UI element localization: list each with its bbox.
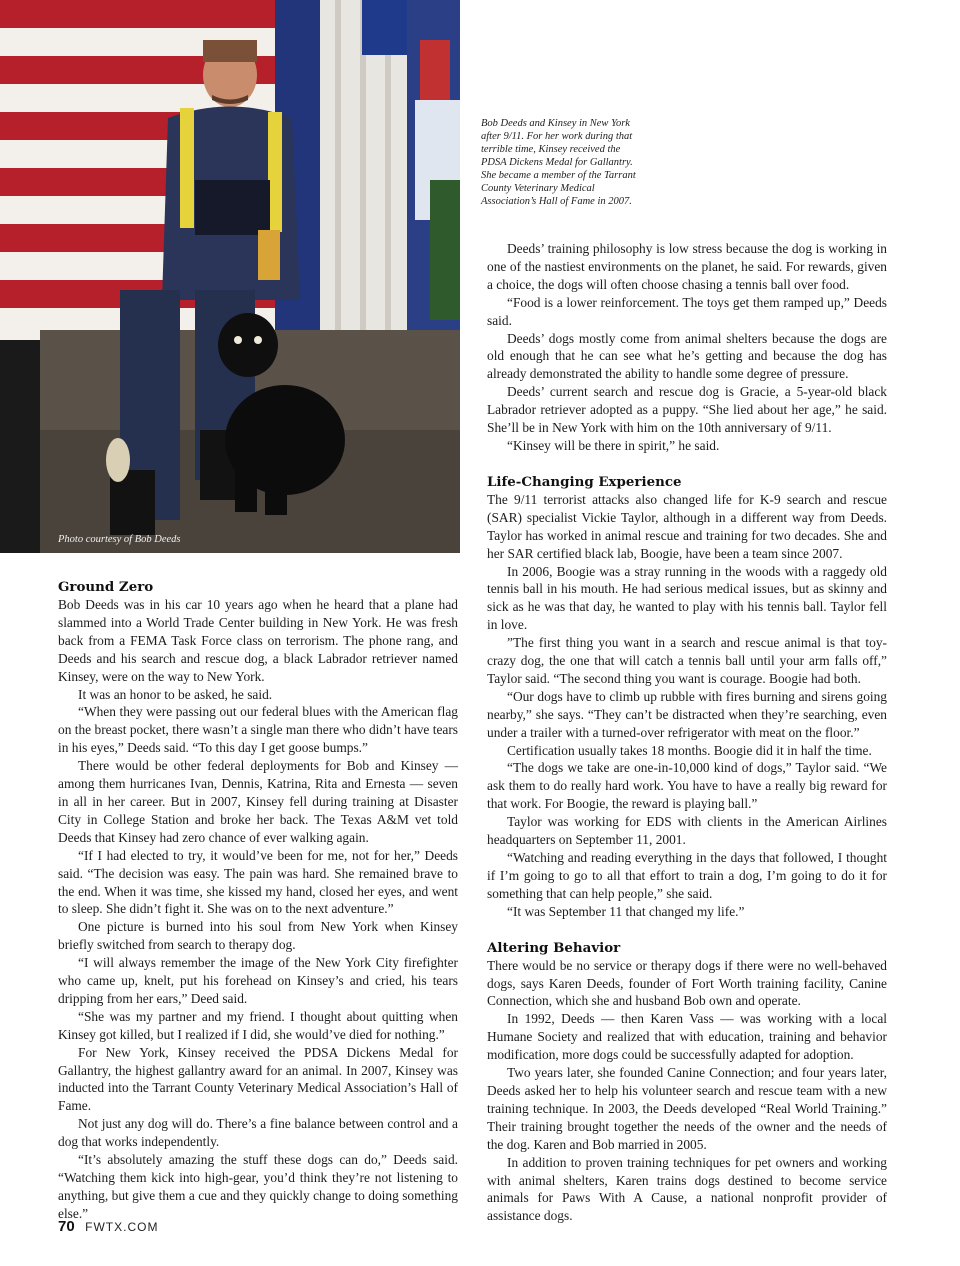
paragraph: ”The first thing you want in a search and rescue animal is that toy-crazy dog, the one that will catch a tennis ball until your arm falls off,” Taylor said. “The second thing you want is courage. Boogie had both.: [487, 635, 887, 686]
paragraph: “It was September 11 that changed my life.”: [507, 903, 745, 919]
paragraph: In 1992, Deeds — then Karen Vass — was working with a local Humane Society and realized that with education, training and behavior modification, more dogs could be successfully adapted for adoption.: [487, 1011, 887, 1063]
paragraph: “Our dogs have to climb up rubble with fires burning and sirens going nearby,” she says. “They can’t be distracted when they’re searching, even under a trailer with a turned-over refrigerator with meat on the floor.”: [487, 688, 887, 740]
paragraph: One picture is burned into his soul from New York when Kinsey briefly switched from search to therapy dog.: [58, 919, 458, 953]
right-column: [487, 240, 887, 1225]
paragraph: There would be other federal deployments for Bob and Kinsey — among them hurricanes Ivan, Dennis, Katrina, Rita and Ernesta — seven in all in her career. But in 2007, Kinsey fell during training at Disaster City in College Station and broke her back. The Texas A&M vet told Deeds that Kinsey had zero chance of ever walking again.: [58, 758, 458, 845]
paragraph: Taylor was working for EDS with clients in the American Airlines headquarters on September 11, 2001.: [487, 814, 887, 848]
section-heading-ground-zero: Ground Zero: [58, 579, 154, 595]
paragraph: “Watching and reading everything in the days that followed, I thought if I’m going to go to all that effort to train a dog, I’m going to do it for something that can help people,” she said.: [487, 850, 887, 901]
page-footer: [58, 1218, 158, 1236]
paragraph: In addition to proven training techniques for pet owners and working with animal shelters, Karen trains dogs destined to become service animals for Paws With A Cause, a national nonprofit provider of assistance dogs.: [487, 1154, 887, 1224]
paragraph: “The dogs we take are one-in-10,000 kind of dogs,” Taylor said. “We ask them to do really hard work. You have to have a really big reward for that work. For Boogie, the reward is playing ball.”: [487, 760, 887, 812]
paragraph: For New York, Kinsey received the PDSA Dickens Medal for Gallantry, the highest gallantry award for an animal. In 2007, Kinsey was inducted into the Tarrant County Veterinary Medical Association’s Hall of Fame.: [58, 1044, 458, 1114]
paragraph: “If I had elected to try, it would’ve been for me, not for her,” Deeds said. “The decision was easy. The pain was hard. She remained brave to the end. When it was time, she kissed my hand, closed her eyes, and went to sleep. She didn’t fight it. She was on to the next adventure.”: [58, 847, 458, 917]
paragraph: Two years later, she founded Canine Connection; and four years later, Deeds asked her to help his volunteer search and rescue team with a new training technique. In 2003, the Deeds developed “Real World Training.” Their training brought together the needs of the owner and the needs of the dog. Karen and Bob married in 2005.: [487, 1065, 887, 1152]
left-column: [58, 578, 458, 1223]
paragraph: “Kinsey will be there in spirit,” he said.: [507, 437, 720, 453]
page-number: 70: [58, 1218, 75, 1235]
paragraph: “Food is a lower reinforcement. The toys get them ramped up,” Deeds said.: [487, 294, 887, 328]
paragraph: There would be no service or therapy dogs if there were no well-behaved dogs, says Karen Deeds, founder of Fort Worth training facility, Canine Connection, which she and husband Bob own and operate.: [487, 957, 887, 1009]
section-heading-altering-behavior: Altering Behavior: [487, 939, 621, 956]
paragraph: It was an honor to be asked, he said.: [78, 686, 273, 702]
paragraph: “She was my partner and my friend. I thought about quitting when Kinsey got killed, but I realized if I did, she would’ve died for nothing.”: [58, 1008, 458, 1042]
paragraph: Deeds’ dogs mostly come from animal shelters because the dogs are old enough that he can see what he’s getting and because the dog has already demonstrated the ability to handle some degree of pressure.: [487, 330, 887, 382]
paragraph: Deeds’ training philosophy is low stress because the dog is working in one of the nastiest environments on the planet, he said. For rewards, given a choice, the dogs will often choose chasing a tennis ball over food.: [487, 241, 887, 292]
paragraph: Certification usually takes 18 months. Boogie did it in half the time.: [507, 742, 872, 758]
photo-illustration: [0, 0, 460, 553]
paragraph: In 2006, Boogie was a stray running in the woods with a raggedy old tennis ball in his mouth. He had serious medical issues, but as skinny and sick as he was that day, he wanted to play with his tennis ball. Taylor fell in love.: [487, 563, 887, 633]
paragraph: “When they were passing out our federal blues with the American flag on the breast pocket, there wasn’t a single man there who didn’t have tears in his eyes,” Deeds said. “To this day I get goose bumps.”: [58, 704, 458, 756]
paragraph: Deeds’ current search and rescue dog is Gracie, a 5-year-old black Labrador retriever adopted as a puppy. “She lied about her age,” he said. She’ll be in New York with him on the 10th anniversary of 9/11.: [487, 384, 887, 436]
photo-caption: Bob Deeds and Kinsey in New York after 9/11. For her work during that terrible time, Kinsey received the PDSA Dickens Medal for Gallantry. She became a member of the Tarrant County Veterinary Medical Association’s Hall of Fame in 2007.: [481, 118, 636, 207]
site-name: FWTX.COM: [85, 1220, 159, 1234]
paragraph: Bob Deeds was in his car 10 years ago when he heard that a plane had slammed into a World Trade Center building in New York. He was fresh back from a FEMA Task Force class on terrorism. The phone rang, and Deeds and his search and rescue dog, a black Labrador retriever named Kinsey, were on the way to New York.: [58, 597, 458, 684]
paragraph: “I will always remember the image of the New York City firefighter who came up, knelt, put his forehead on Kinsey’s and cried, his tears dripping from her ears,” Deed said.: [58, 955, 458, 1006]
article-photo: [0, 0, 460, 553]
paragraph: Not just any dog will do. There’s a fine balance between control and a dog that works independently.: [58, 1116, 458, 1150]
section-heading-life-changing-experience: Life-Changing Experience: [487, 473, 682, 490]
photo-credit: Photo courtesy of Bob Deeds: [58, 534, 181, 545]
paragraph: “It’s absolutely amazing the stuff these dogs can do,” Deeds said. “Watching them kick into high-gear, you’d think they’re not listening to anything, but give them a cue and they quickly change to doing something else.”: [58, 1152, 458, 1221]
paragraph: The 9/11 terrorist attacks also changed life for K-9 search and rescue (SAR) specialist Vickie Taylor, although in a different way from Deeds. Taylor has worked in animal rescue and training for two decades. She and her SAR certified black lab, Boogie, have been a team since 2007.: [487, 491, 887, 561]
